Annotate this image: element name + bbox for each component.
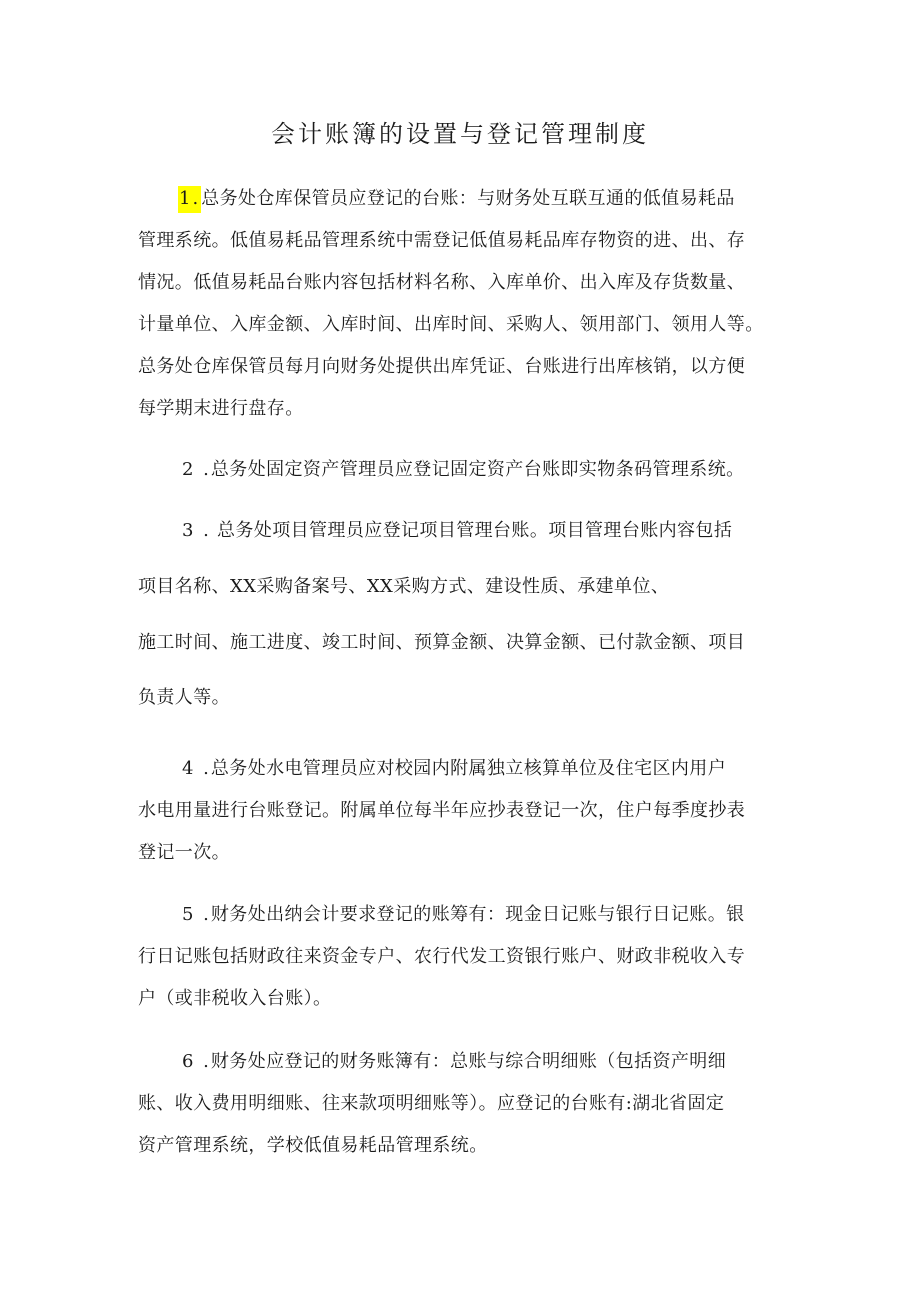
paragraph-5-line-2: 行日记账包括财政往来资金专户、农行代发工资银行账户、财政非税收入专 <box>138 946 746 967</box>
paragraph-5-line-1 <box>182 903 745 927</box>
paragraph-1-text: 总务处仓库保管员应登记的台账：与财务处互联互通的低值易耗品 <box>201 188 735 209</box>
paragraph-3-line-2: 项目名称、XX采购备案号、XX采购方式、建设性质、承建单位、 <box>138 576 670 597</box>
paragraph-3-text: 总务处项目管理员应登记项目管理台账。项目管理台账内容包括 <box>217 520 733 541</box>
paragraph-4-line-2: 水电用量进行台账登记。附属单位每半年应抄表登记一次，住户每季度抄表 <box>138 800 746 821</box>
paragraph-1-line-4: 计量单位、入库金额、入库时间、出库时间、采购人、领用部门、领用人等。 <box>138 314 764 335</box>
paragraph-2-number: 2 . <box>182 459 211 480</box>
paragraph-2-text: 总务处固定资产管理员应登记固定资产台账即实物条码管理系统。 <box>210 459 745 480</box>
paragraph-4-line-1 <box>182 757 726 781</box>
paragraph-2-line-1 <box>182 458 745 482</box>
paragraph-5-line-3: 户（或非税收入台账）。 <box>138 988 332 1009</box>
paragraph-3-line-1 <box>182 519 732 543</box>
paragraph-6-line-1 <box>182 1050 726 1074</box>
paragraph-1-line-6: 每学期末进行盘存。 <box>138 398 304 419</box>
paragraph-4-number: 4 . <box>182 758 211 779</box>
paragraph-6-number: 6 . <box>182 1051 211 1072</box>
paragraph-1-number: 1. <box>178 186 201 213</box>
paragraph-6-line-3: 资产管理系统，学校低值易耗品管理系统。 <box>138 1135 488 1156</box>
paragraph-3-line-3: 施工时间、施工进度、竣工时间、预算金额、决算金额、已付款金额、项目 <box>138 632 746 653</box>
document-title: 会计账簿的设置与登记管理制度 <box>271 120 649 148</box>
paragraph-1-line-1 <box>178 187 735 211</box>
paragraph-6-text: 财务处应登记的财务账簿有：总账与综合明细账（包括资产明细 <box>210 1051 727 1072</box>
paragraph-1-line-3: 情况。低值易耗品台账内容包括材料名称、入库单价、出入库及存货数量、 <box>138 272 746 293</box>
paragraph-4-text: 总务处水电管理员应对校园内附属独立核算单位及住宅区内用户 <box>210 758 727 779</box>
paragraph-5-number: 5 . <box>182 904 211 925</box>
paragraph-6-line-2: 账、收入费用明细账、往来款项明细账等）。应登记的台账有:湖北省固定 <box>138 1093 725 1114</box>
paragraph-5-text: 财务处出纳会计要求登记的账筹有：现金日记账与银行日记账。银 <box>210 904 745 925</box>
paragraph-1-line-5: 总务处仓库保管员每月向财务处提供出库凭证、台账进行出库核销，以方便 <box>138 356 746 377</box>
paragraph-1-line-2: 管理系统。低值易耗品管理系统中需登记低值易耗品库存物资的进、出、存 <box>138 230 746 251</box>
paragraph-3-line-4: 负责人等。 <box>138 687 230 708</box>
paragraph-4-line-3: 登记一次。 <box>138 842 230 863</box>
paragraph-3-number: 3 . <box>182 520 211 541</box>
